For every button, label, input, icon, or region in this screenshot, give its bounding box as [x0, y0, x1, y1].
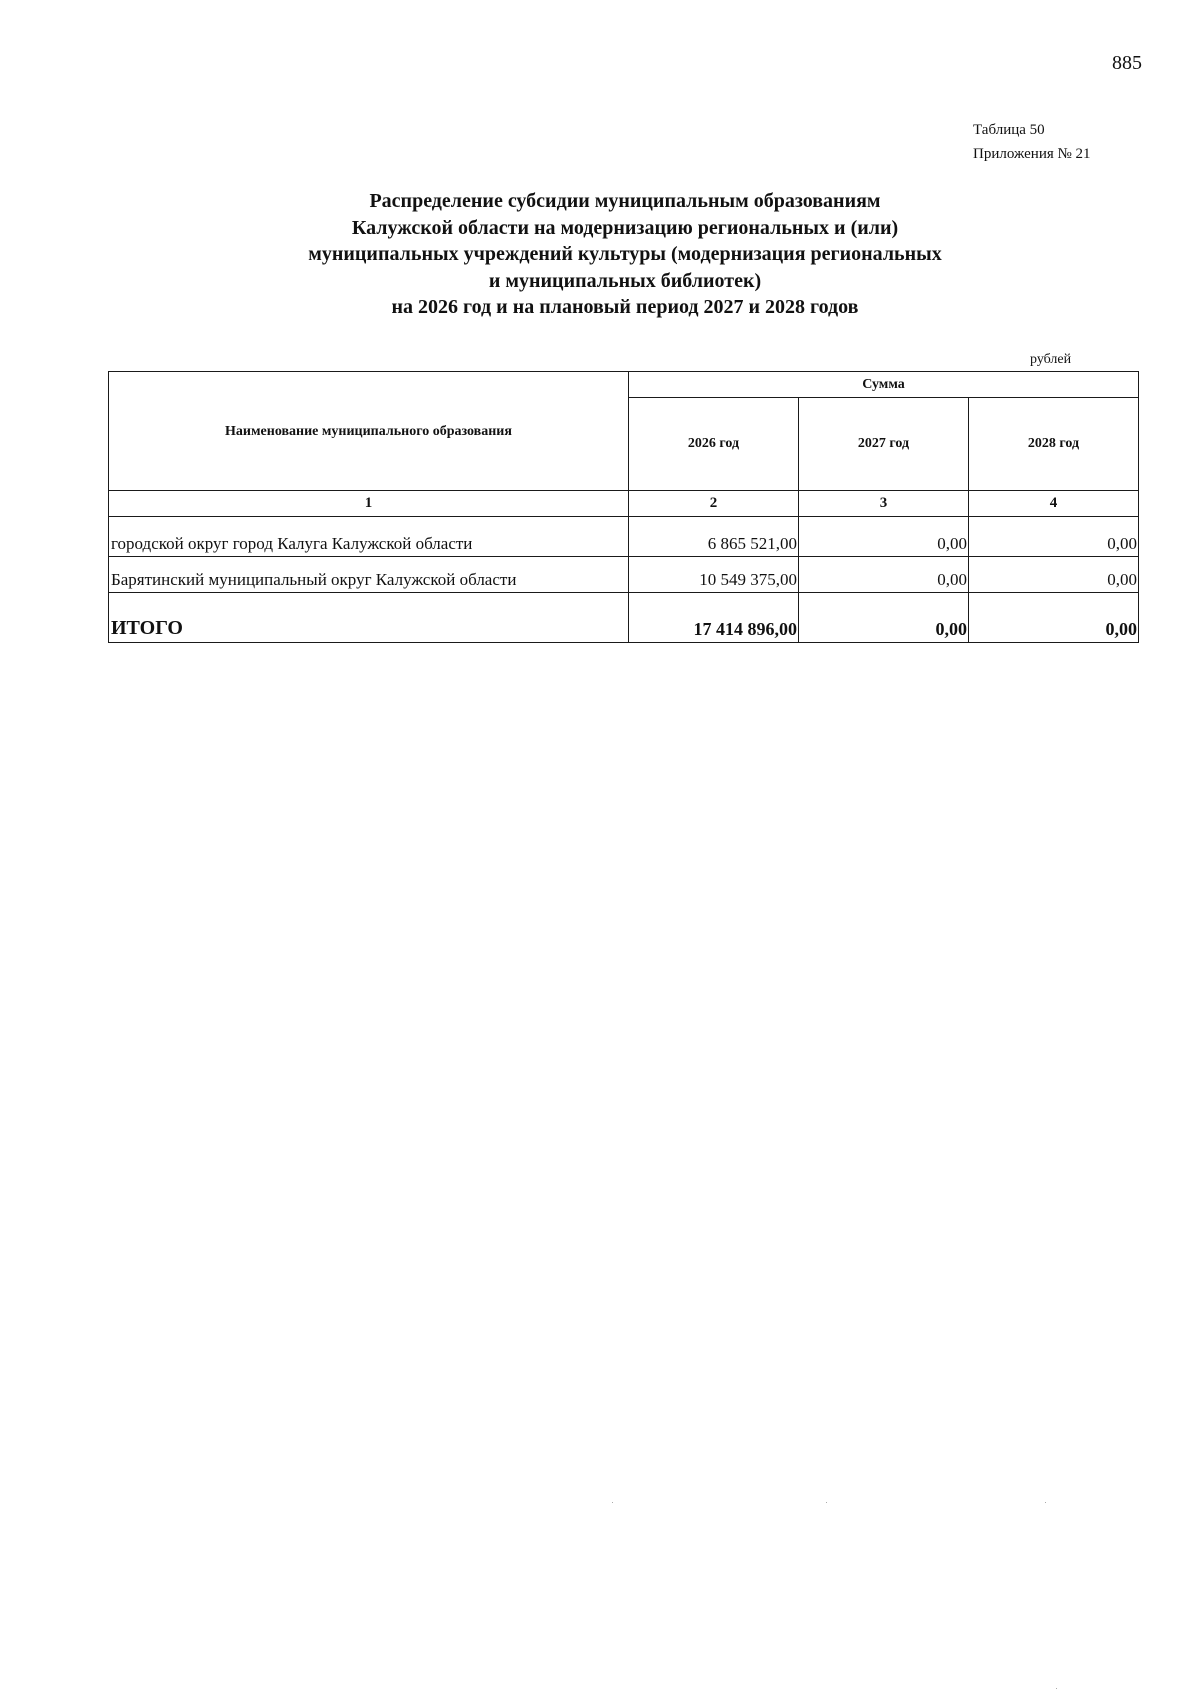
scan-artifact [1045, 1502, 1046, 1503]
total-row [109, 593, 1139, 643]
index-row [109, 491, 1139, 517]
header-row-1 [109, 372, 1139, 398]
row-name: городской округ город Калуга Калужской области [109, 517, 629, 557]
table-row [109, 557, 1139, 593]
title-line-5: на 2026 год и на плановый период 2027 и 2028 годов [391, 296, 859, 318]
total-value-2028: 0,00 [969, 593, 1139, 643]
row-value-2026: 10 549 375,00 [629, 557, 799, 593]
document-title [200, 188, 1050, 321]
index-cell-3: 3 [799, 491, 969, 517]
header-name: Наименование муниципального образования [109, 372, 629, 491]
title-line-1: Распределение субсидии муниципальным образованиям [369, 190, 881, 212]
row-name: Барятинский муниципальный округ Калужской области [109, 557, 629, 593]
scan-artifact [1056, 1688, 1057, 1689]
header-year-2026: 2026 год [629, 398, 799, 491]
row-value-2027: 0,00 [799, 557, 969, 593]
table-ref-line-2: Приложения № 21 [973, 146, 1091, 162]
title-line-2: Калужской области на модернизацию региональных и (или) [351, 216, 899, 239]
index-cell-1: 1 [109, 491, 629, 517]
scan-artifact [612, 1502, 613, 1503]
table-reference [973, 118, 1091, 166]
row-value-2028: 0,00 [969, 557, 1139, 593]
total-value-2027: 0,00 [799, 593, 969, 643]
title-line-4: и муниципальных библиотек) [488, 269, 762, 292]
units-label: рублей [1030, 352, 1072, 367]
total-value-2026: 17 414 896,00 [629, 593, 799, 643]
subsidy-table [108, 371, 1139, 643]
page-number: 885 [1112, 52, 1142, 74]
row-value-2028: 0,00 [969, 517, 1139, 557]
header-year-2028: 2028 год [969, 398, 1139, 491]
title-line-3: муниципальных учреждений культуры (модернизация региональных [308, 243, 942, 265]
table-row [109, 517, 1139, 557]
index-cell-2: 2 [629, 491, 799, 517]
row-value-2027: 0,00 [799, 517, 969, 557]
header-year-2027: 2027 год [799, 398, 969, 491]
total-label: ИТОГО [109, 593, 629, 643]
table-ref-line-1: Таблица 50 [973, 122, 1045, 138]
row-value-2026: 6 865 521,00 [629, 517, 799, 557]
header-sum: Сумма [629, 372, 1139, 398]
index-cell-4: 4 [969, 491, 1139, 517]
scan-artifact [826, 1502, 827, 1503]
